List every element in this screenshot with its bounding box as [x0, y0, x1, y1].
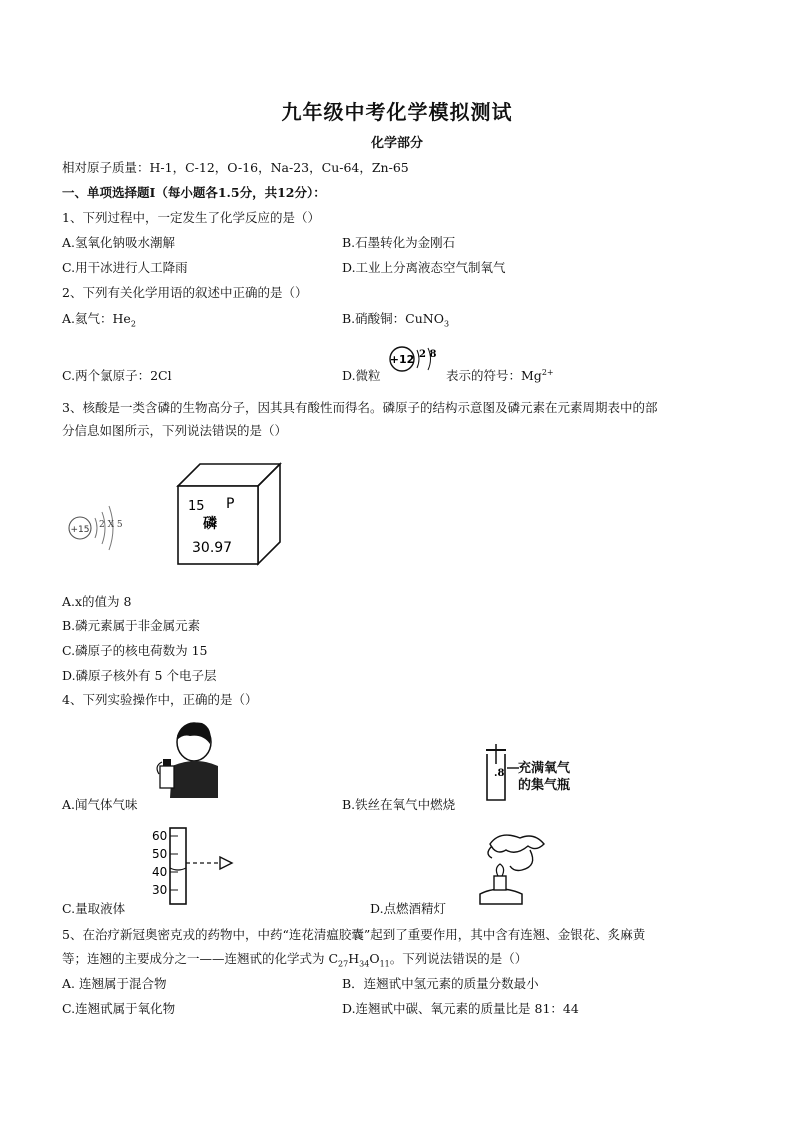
q1-option-c: C.用干冰进行人工降雨 [62, 260, 188, 275]
q4-option-c: C.量取液体 [62, 901, 126, 916]
q2-option-d-suffix-text: 表示的符号：Mg [446, 368, 542, 383]
tilted-lamp [490, 835, 544, 852]
q1-stem: 1、下列过程中，一定发生了化学反应的是（） [62, 210, 320, 225]
hand-outline [510, 850, 533, 871]
q4-option-a: A.闻气体气味 [62, 797, 138, 812]
q1-option-b: B.石墨转化为金刚石 [342, 235, 456, 250]
q2-option-a-text: A.氦气：He [62, 311, 131, 326]
q5-option-b: B．连翘甙中氢元素的质量分数最小 [342, 976, 539, 991]
q2-option-c: C.两个氯原子：2Cl [62, 368, 172, 383]
q5-o: O [369, 951, 380, 966]
cube-side-face [258, 464, 280, 564]
cube-atomic-number: 15 [188, 499, 205, 514]
q3-stem-line2: 分信息如图所示，下列说法错误的是（） [62, 423, 288, 438]
phosphorus-atom-diagram [62, 488, 142, 563]
cube-atomic-mass: 30.97 [192, 540, 233, 556]
cube-element-name: 磷 [203, 516, 217, 532]
q5-option-c: C.连翘甙属于氧化物 [62, 1001, 176, 1016]
q3-option-a: A.x的值为 8 [62, 594, 132, 609]
iron-spark: .8 [494, 768, 505, 779]
q3-stem-line1: 3、核酸是一类含磷的生物高分子，因其具有酸性而得名。磷原子的结构示意图及磷元素在元素周期表中的部 [62, 400, 658, 415]
q1-option-a: A.氢氧化钠吸水潮解 [62, 235, 176, 250]
p-shell-arc-1 [95, 518, 97, 538]
mg-nucleus-label: +12 [389, 353, 415, 366]
gas-jar-label-line1: 充满氧气 [518, 761, 571, 776]
q2-option-d-sup: 2+ [541, 367, 554, 377]
lamp-base [480, 889, 522, 904]
q2-option-b-text: B.硝酸铜：CuNO [342, 311, 444, 326]
q2-option-d-prefix: D.微粒 [342, 368, 381, 383]
q5-stem-line2 [62, 949, 527, 969]
q1-option-d: D.工业上分离液态空气制氧气 [342, 260, 506, 275]
q3-option-d: D.磷原子核外有 5 个电子层 [62, 668, 217, 683]
cube-top-face [178, 464, 280, 486]
q5-stem-line2-a: 等；连翘的主要成分之一——连翘甙的化学式为 C [62, 951, 339, 966]
atomic-mass-line: 相对原子质量：H-1，C-12，O-16，Na-23，Cu-64，Zn-65 [62, 160, 409, 175]
cube-element-symbol: P [226, 496, 235, 512]
q5-h-sub: 34 [359, 959, 370, 969]
page-subtitle: 化学部分 [370, 136, 423, 151]
smelling-gas-illustration [150, 718, 222, 800]
alcohol-lamp-illustration [470, 826, 550, 908]
lamp-neck [494, 876, 506, 890]
section-heading: 一、单项选择题Ⅰ（每小题各1.5分，共12分）： [62, 185, 326, 200]
q5-option-d: D.连翘甙中碳、氧元素的质量比是 81：44 [342, 1001, 579, 1016]
lamp-flame [496, 864, 503, 876]
cylinder-label-40: 40 [152, 865, 168, 879]
p-nucleus-label: +15 [70, 525, 90, 535]
q3-option-c: C.磷原子的核电荷数为 15 [62, 643, 208, 658]
person-body [170, 761, 218, 798]
q4-option-b: B.铁丝在氧气中燃烧 [342, 797, 456, 812]
mg-ion-structure-diagram [388, 346, 444, 380]
mg-shell-numbers: 2 8 [419, 349, 437, 360]
q2-stem: 2、下列有关化学用语的叙述中正确的是（） [62, 285, 308, 300]
q2-option-a-sub: 2 [130, 319, 136, 329]
cylinder-label-30: 30 [152, 883, 168, 897]
cylinder-body [170, 828, 186, 904]
periodic-table-cube [170, 458, 285, 566]
q2-option-a [62, 309, 136, 329]
q3-option-b: B.磷元素属于非金属元素 [62, 618, 201, 633]
page-title: 九年级中考化学模拟测试 [281, 100, 513, 124]
q4-stem: 4、下列实验操作中，正确的是（） [62, 692, 258, 707]
q2-option-d-suffix [446, 366, 554, 384]
q5-option-a: A. 连翘属于混合物 [62, 976, 167, 991]
q5-h: H [348, 951, 360, 966]
gas-jar-label [518, 760, 570, 794]
q4-option-d: D.点燃酒精灯 [370, 901, 447, 916]
gas-bottle-neck [163, 759, 171, 766]
graduated-cylinder-illustration [148, 826, 236, 906]
q5-stem-line1: 5、在治疗新冠奥密克戎的药物中，中药“连花清瘟胶囊”起到了重要作用，其中含有连翘、金银花、炙麻黄 [62, 927, 646, 942]
gas-jar-label-line2: 的集气瓶 [518, 778, 571, 793]
cylinder-label-60: 60 [152, 829, 168, 843]
eye-icon [220, 857, 232, 869]
pouring-spout [488, 846, 492, 858]
q5-c-sub: 27 [338, 959, 349, 969]
q2-option-b-sub: 3 [443, 319, 450, 329]
q2-option-b [342, 309, 449, 329]
q5-o-sub: 11 [379, 959, 390, 969]
cylinder-label-50: 50 [152, 847, 168, 861]
p-shell-numbers: 2 X 5 [99, 520, 123, 530]
gas-bottle [160, 766, 174, 788]
q5-stem-line2-b: 。下列说法错误的是（） [389, 951, 528, 966]
